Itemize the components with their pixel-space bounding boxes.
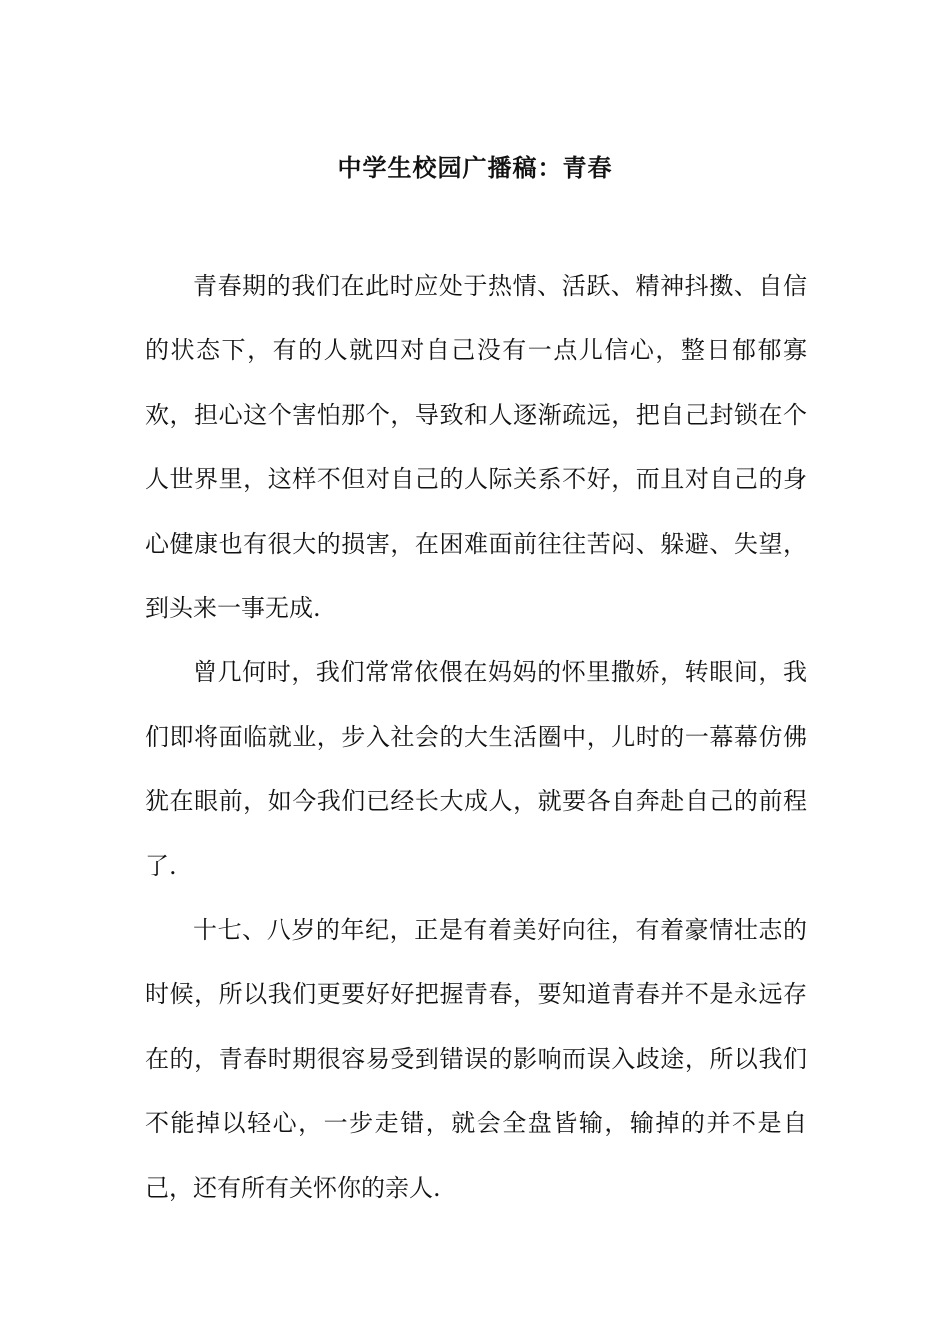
paragraph-3: 十七、八岁的年纪，正是有着美好向往，有着豪情壮志的时候，所以我们更要好好把握青春，要知道青春并不是永远存在的，青春时期很容易受到错误的影响而误入歧途，所以我们不能掉以轻心，一步走错，就会全盘皆输，输掉的并不是自己，还有所有关怀你的亲人. (145, 916, 807, 1202)
document-title: 中学生校园广播稿：青春 (337, 153, 613, 183)
paragraph-1: 青春期的我们在此时应处于热情、活跃、精神抖擞、自信的状态下，有的人就四对自己没有一点儿信心，整日郁郁寡欢，担心这个害怕那个，导致和人逐渐疏远，把自己封锁在个人世界里，这样不但对自己的人际关系不好，而且对自己的身心健康也有很大的损害，在困难面前往往苦闷、躲避、失望，到头来一事无成. (145, 272, 807, 623)
document-body (145, 254, 807, 1220)
paragraph-2: 曾几何时，我们常常依偎在妈妈的怀里撒娇，转眼间，我们即将面临就业，步入社会的大生活圈中，儿时的一幕幕仿佛犹在眼前，如今我们已经长大成人，就要各自奔赴自己的前程了. (145, 658, 807, 880)
